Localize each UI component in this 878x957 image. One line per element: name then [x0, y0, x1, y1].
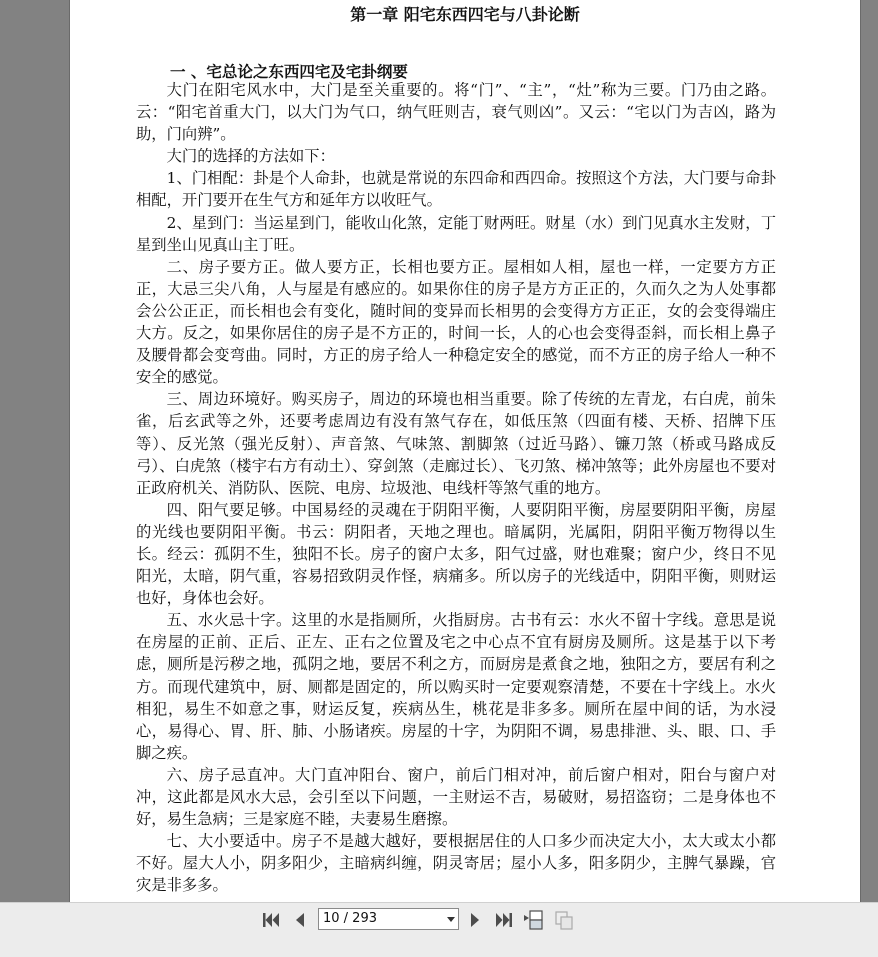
- chevron-down-icon[interactable]: [444, 909, 458, 929]
- single-page-view-button[interactable]: [553, 909, 575, 931]
- page-body-text: [136, 79, 776, 896]
- paragraph: 2、星到门：当运星到门，能收山化煞，定能丁财两旺。财星（水）到门见真水主发财，丁星到坐山见真山主丁旺。: [136, 213, 776, 254]
- section-title: 一 、宅总论之东西四宅及宅卦纲要: [170, 62, 408, 81]
- page-indicator: 10 / 293: [323, 911, 377, 926]
- paragraph: 二、房子要方正。做人要方正，长相也要方正。屋相如人相，屋也一样，一定要方方正正，大忌三尖八角，人与屋是有感应的。如果你住的房子是方方正正的，久而久之为人处事都会公公正正，而长相也会有变化，随时间的变异而长相男的会变得方方正正，女的会变得端庄大方。反之，如果你居住的房子是不方正的，时间一长，人的心也会变得歪斜，而长相上鼻子及腰骨都会变弯曲。同时，方正的房子给人一种稳定安全的感觉，而不方正的房子给人一种不安全的感觉。: [136, 257, 776, 387]
- chapter-title: 第一章 阳宅东西四宅与八卦论断: [350, 5, 580, 24]
- single-page-icon: [553, 909, 575, 931]
- first-page-icon: [261, 911, 281, 929]
- paragraph: 七、大小要适中。房子不是越大越好，要根据居住的人口多少而决定大小，太大或太小都不好。屋大人小，阴多阳少，主暗病纠缠，阴灵寄居；屋小人多，阳多阴少，主脾气暴躁，官灾是非多多。: [136, 832, 776, 895]
- last-page-button[interactable]: [493, 909, 515, 931]
- navigation-toolbar: [0, 902, 878, 957]
- paragraph: 三、周边环境好。购买房子，周边的环境也相当重要。除了传统的左青龙，右白虎，前朱雀，后玄武等之外，还要考虑周边有没有煞气存在，如低压煞（四面有楼、天桥、招牌下压等）、反光煞（强光反射）、声音煞、气味煞、割脚煞（过近马路）、镰刀煞（桥或马路成反弓）、白虎煞（楼宇右方有动土）、穿剑煞（走廊过长）、飞刃煞、梯冲煞等；此外房屋也不要对正政府机关、消防队、医院、电房、垃圾池、电线杆等煞气重的地方。: [136, 390, 776, 497]
- last-page-icon: [494, 911, 514, 929]
- paragraph: 大门的选择的方法如下：: [166, 147, 335, 166]
- previous-page-button[interactable]: [289, 909, 311, 931]
- page-number-select[interactable]: [318, 908, 459, 930]
- paragraph: 大门在阳宅风水中，大门是至关重要的。将“门”、“主”，“灶”称为三要。门乃由之路。云：“阳宅首重大门，以大门为气口，纳气旺则吉，衰气则凶”。又云：“宅以门为吉凶，路为助，门向辨”。: [136, 81, 776, 144]
- first-page-button[interactable]: [260, 909, 282, 931]
- paragraph: 五、水火忌十字。这里的水是指厕所，火指厨房。古书有云：水火不留十字线。意思是说在房屋的正前、正后、正左、正右之位置及宅之中心点不宜有厨房及厕所。这是基于以下考虑，厕所是污秽之地，孤阴之地，要居不利之方，而厨房是煮食之地，独阳之方，要居有利之方。而现代建筑中，厨、厕都是固定的，所以购买时一定要观察清楚，不要在十字线上。水火相犯，易生不如意之事，财运反复，疾病丛生，桃花是非多多。厕所在屋中间的话，为水浸心，易得心、胃、肝、肺、小肠诸疾。房屋的十字，为阴阳不调，易患排泄、头、眼、口、手脚之疾。: [136, 611, 776, 762]
- continuous-pages-icon: [523, 909, 545, 931]
- previous-page-icon: [293, 911, 307, 929]
- paragraph: 六、房子忌直冲。大门直冲阳台、窗户，前后门相对冲，前后窗户相对，阳台与窗户对冲，这此都是风水大忌，会引至以下问题，一主财运不吉，易破财，易招盗窃；二是身体也不好，易生急病；三是家庭不睦，夫妻易生磨擦。: [136, 765, 776, 829]
- paragraph: 四、阳气要足够。中国易经的灵魂在于阴阳平衡，人要阴阳平衡，房屋要阴阳平衡，房屋的光线也要阴阳平衡。书云：阴阳者，天地之理也。暗属阴，光属阳，阴阳平衡万物得以生长。经云：孤阴不生，独阳不长。房子的窗户太多，阳气过盛，财也难聚；窗户少，终日不见阳光，太暗，阴气重，容易招致阴灵作怪，病痛多。所以房子的光线适中，阴阳平衡，则财运也好，身体也会好。: [136, 500, 776, 608]
- next-page-button[interactable]: [464, 909, 486, 931]
- continuous-view-button[interactable]: [523, 909, 545, 931]
- paragraph: 1、门相配：卦是个人命卦，也就是常说的东四命和西四命。按照这个方法，大门要与命卦相配，开门要开在生气方和延年方以收旺气。: [136, 169, 776, 210]
- next-page-icon: [468, 911, 482, 929]
- pdf-page: [69, 0, 861, 902]
